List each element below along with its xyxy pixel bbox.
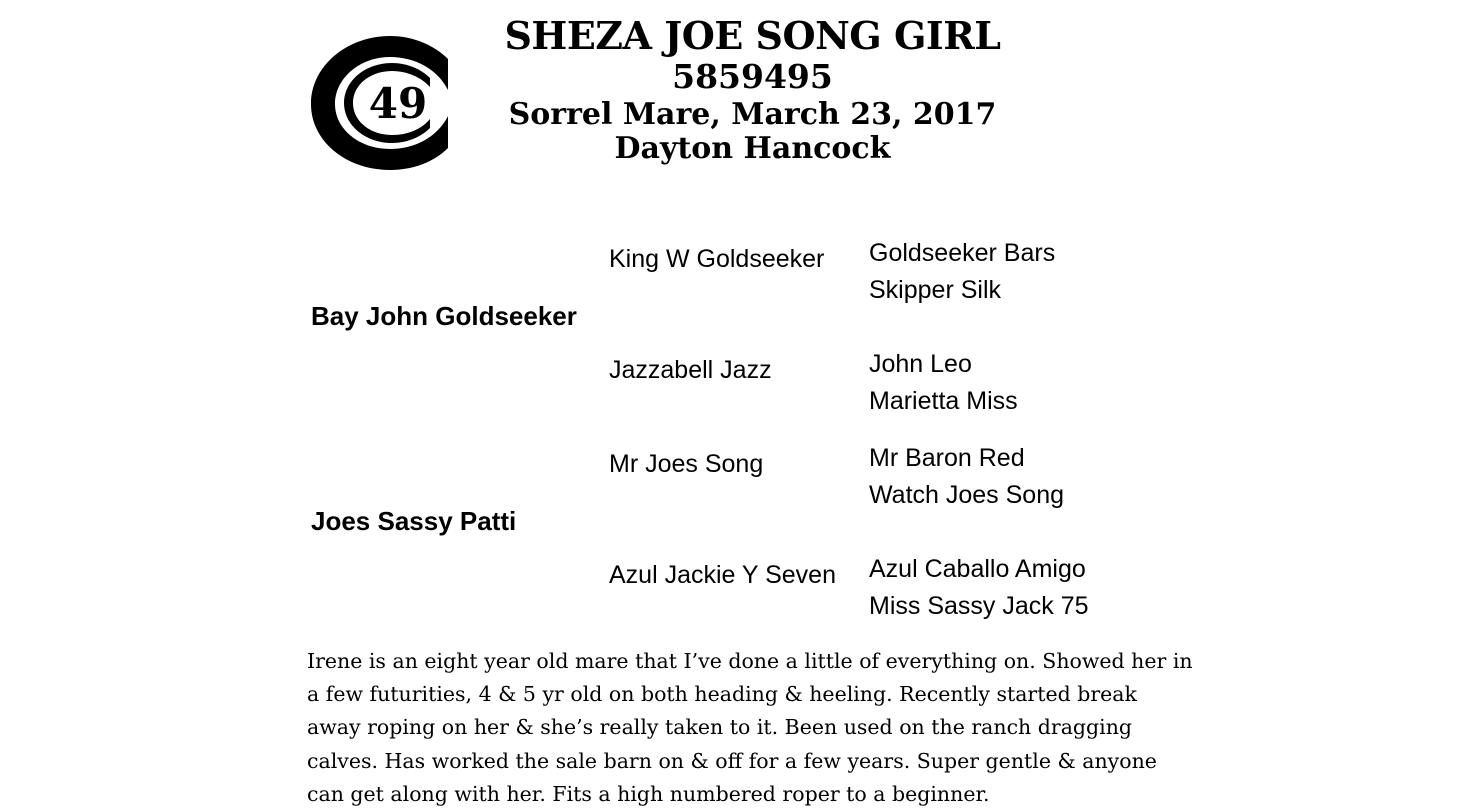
sire-side-gen2-top: King W Goldseeker [609,245,825,273]
sire-side-gen3-bottom-sire: John Leo [869,350,972,378]
title-block [500,13,1005,167]
sire-side-gen3-top-dam: Skipper Silk [869,276,1001,304]
sire-side-gen3-top-sire: Goldseeker Bars [869,239,1056,267]
logo-number-text: 49 [368,79,428,128]
dam-side-gen3-bottom-dam: Miss Sassy Jack 75 [869,592,1089,620]
horse-name: SHEZA JOE SONG GIRL [504,13,1001,58]
c-brand-logo-icon [297,33,483,173]
sire-side-gen3-bottom-dam: Marietta Miss [869,387,1018,415]
pedigree-chart [0,218,1480,628]
horse-description: Irene is an eight year old mare that I’ve done a little of everything on. Showed her in a few futurities, 4 & 5 yr old on both heading & heeling. Recently started break away roping on her & she’s really taken to it. Been used on the ranch dragging calves. Has worked the sale barn on & off for a few years. Super gentle & anyone can get along with her. Fits a high numbered roper to a beginner. [307,649,1193,806]
header [0,0,1480,215]
sire-name: Bay John Goldseeker [311,301,577,331]
pedigree-dam-side [0,423,1480,628]
breeder-name: Dayton Hancock [614,131,891,167]
color-sex-dob: Sorrel Mare, March 23, 2017 [508,96,997,132]
dam-side-gen3-top-dam: Watch Joes Song [869,481,1065,509]
dam-side-gen3-top-sire: Mr Baron Red [869,444,1025,472]
dam-side-gen3-bottom-sire: Azul Caballo Amigo [869,555,1086,583]
dam-side-gen2-bottom: Azul Jackie Y Seven [609,561,836,589]
pedigree-sire-side [0,218,1480,423]
dam-side-gen2-top: Mr Joes Song [609,450,764,478]
sire-side-gen2-bottom: Jazzabell Jazz [609,356,772,384]
dam-name: Joes Sassy Patti [311,506,517,536]
registration-number: 5859495 [672,56,833,96]
